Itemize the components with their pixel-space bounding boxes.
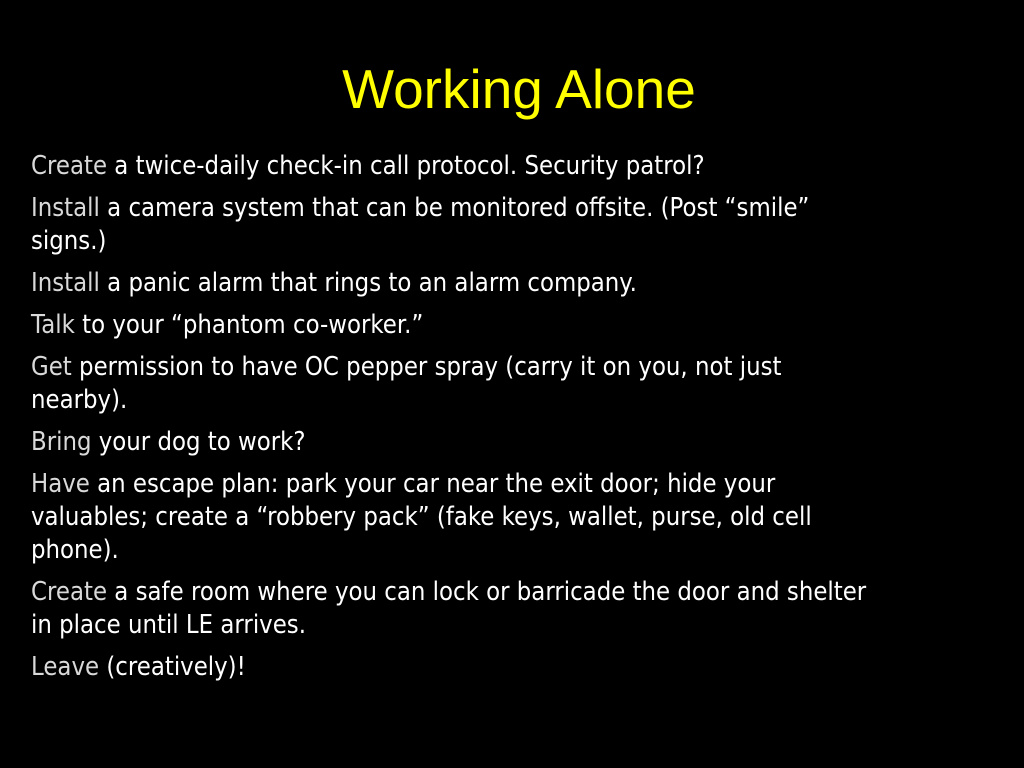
bullet-text: a panic alarm that rings to an alarm company. [99, 268, 637, 298]
bullet-text: a camera system that can be monitored offsite. (Post “smile” signs.) [31, 193, 810, 256]
bullet-item [31, 267, 876, 300]
bullet-item [31, 426, 876, 459]
bullet-text: a twice-daily check-in call protocol. Security patrol? [107, 151, 705, 181]
bullet-item [31, 651, 876, 684]
bullet-text: permission to have OC pepper spray (carry it on you, not just nearby). [31, 352, 782, 415]
bullet-text: to your “phantom co-worker.” [74, 310, 424, 340]
bullet-item [31, 351, 876, 417]
bullet-item [31, 468, 876, 567]
bullet-lead: Create [31, 151, 108, 181]
bullet-item [31, 576, 876, 642]
bullet-lead: Get [31, 352, 72, 382]
bullet-list [31, 150, 876, 693]
bullet-text: a safe room where you can lock or barricade the door and shelter in place until LE arrives. [31, 577, 867, 640]
bullet-lead: Leave [31, 652, 100, 682]
bullet-lead: Install [31, 193, 100, 223]
bullet-text: an escape plan: park your car near the exit door; hide your valuables; create a “robbery pack” (fake keys, wallet, purse, old cell phone). [31, 469, 812, 565]
bullet-lead: Bring [31, 427, 92, 457]
bullet-lead: Install [31, 268, 100, 298]
bullet-lead: Have [31, 469, 90, 499]
slide-title: Working Alone [342, 58, 696, 120]
bullet-lead: Talk [31, 310, 75, 340]
bullet-lead: Create [31, 577, 108, 607]
bullet-text: (creatively)! [99, 652, 246, 682]
bullet-item [31, 150, 876, 183]
bullet-item [31, 192, 876, 258]
bullet-item [31, 309, 876, 342]
bullet-text: your dog to work? [91, 427, 306, 457]
